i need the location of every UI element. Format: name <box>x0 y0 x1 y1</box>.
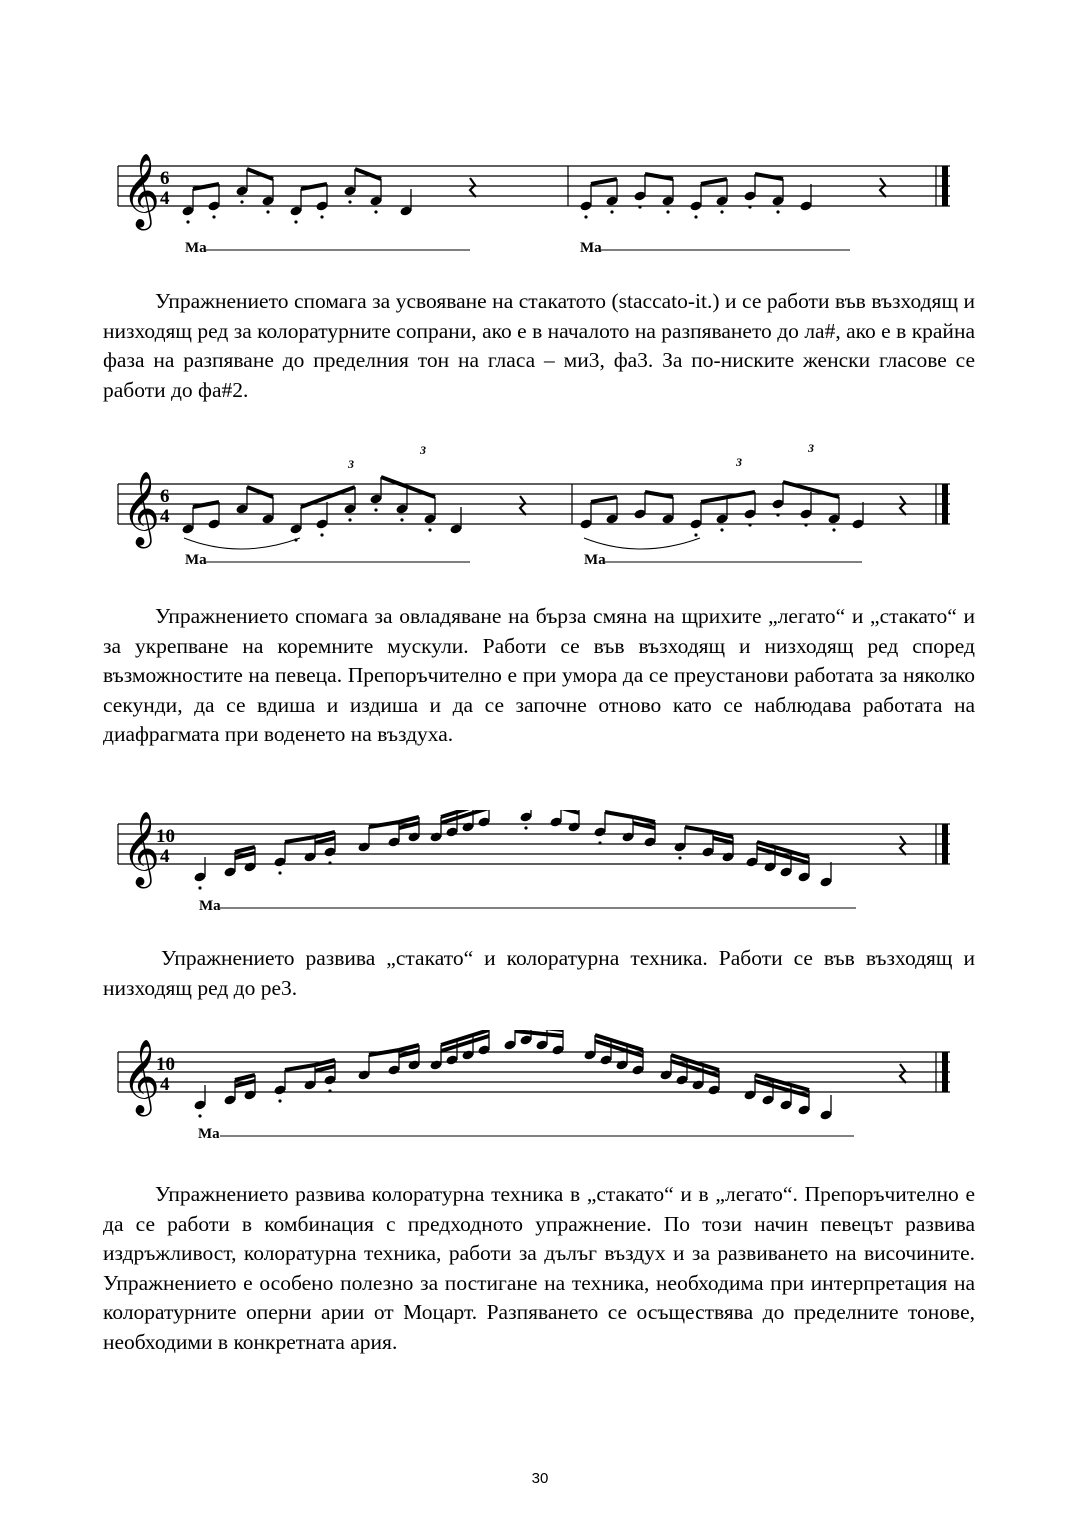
tuplet-number: 3 <box>808 441 814 455</box>
lyric-syllable: Ma <box>198 1126 220 1142</box>
time-signature-top: 10 <box>156 1054 175 1075</box>
treble-clef-icon: 𝄞 <box>122 155 160 226</box>
treble-clef-icon: 𝄞 <box>122 813 160 884</box>
time-signature-bottom: 4 <box>160 188 170 209</box>
notes <box>193 1030 906 1121</box>
page-number: 30 <box>531 1470 549 1487</box>
music-example-3 <box>100 810 960 920</box>
time-signature-bottom: 4 <box>160 846 170 867</box>
slur <box>584 538 700 549</box>
tuplet-number: 3 <box>420 443 426 457</box>
music-example-4 <box>100 1030 960 1145</box>
lyric-syllable: Ma <box>580 240 602 256</box>
lyric-syllable: Ma <box>584 552 606 568</box>
treble-clef-icon: 𝄞 <box>122 473 160 544</box>
music-example-1 <box>100 150 960 260</box>
paragraph-4: Упражнението развива колоратурна техника в „стакато“ и в „легато“. Препоръчително е да се работи в комбинация с предходното упражнение. По този начин певецът развива издръжливост, колоратурна техника, работи за дълъг въздух и за развиването на височините. Упражнението е особено полезно за постигане на техника, необходима при интерпретация на колоратурните оперни арии от Моцарт. Разпяването се осъществява до пределните тонове, необходими в конкретната ария. <box>103 1182 975 1354</box>
paragraph-3: Упражнението развива „стакато“ и колоратурна техника. Работи се във възходящ и низходящ ред до ре3. <box>103 946 975 1000</box>
treble-clef-icon: 𝄞 <box>122 1041 160 1112</box>
lyric-syllable: Ma <box>199 898 221 914</box>
paragraph-2: Упражнението спомага за овладяване на бърза смяна на щрихите „легато“ и „стакато“ и за укрепване на коремните мускули. Работи се във възходящ и низходящ ред според възможностите на певеца. Препоръчително е при умора да се преустанови работата за няколко секунди, да се вдиша и издиша и да се започне отново като се наблюдава работата на диафрагмата при воденето на въздуха. <box>103 604 975 747</box>
lyric-syllable: Ma <box>185 552 207 568</box>
notes <box>193 810 906 890</box>
time-signature-bottom: 4 <box>160 1074 170 1095</box>
time-signature-top: 6 <box>160 486 170 507</box>
time-signature-top: 6 <box>160 168 170 189</box>
notes <box>181 477 906 542</box>
music-example-2 <box>100 440 960 570</box>
time-signature-bottom: 4 <box>160 506 170 527</box>
tuplet-number: 3 <box>736 455 742 469</box>
lyric-syllable: Ma <box>185 240 207 256</box>
time-signature-top: 10 <box>156 826 175 847</box>
tuplet-number: 3 <box>348 457 354 471</box>
slur <box>184 538 300 549</box>
paragraph-1: Упражнението спомага за усвояване на стакатото (staccato-it.) и се работи във възходящ и низходящ ред за колоратурните сопрани, ако е в началото на разпяването до ла#, ако е в крайна фаза на разпяване до пределния тон на гласа – ми3, фа3. За по-ниските женски гласове се работи до фа#2. <box>103 289 975 402</box>
